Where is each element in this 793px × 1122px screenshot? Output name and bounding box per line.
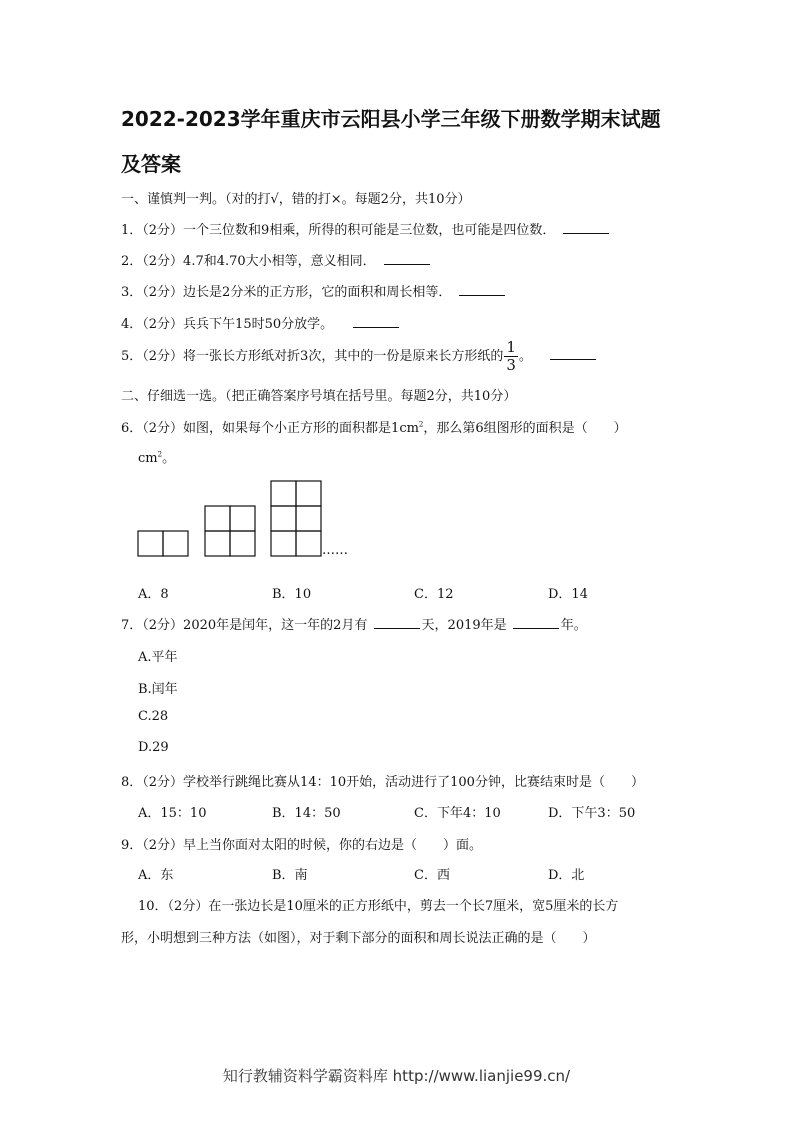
answer-blank[interactable] bbox=[513, 614, 559, 629]
question-3 bbox=[121, 281, 505, 300]
figure-group-3 bbox=[271, 481, 321, 556]
answer-blank[interactable] bbox=[459, 281, 505, 296]
answer-blank[interactable] bbox=[384, 250, 430, 265]
question-10-continued: 形，小明想到三种方法（如图），对于剩下部分的面积和周长说法正确的是（ ） bbox=[121, 931, 596, 946]
answer-blank[interactable] bbox=[374, 614, 420, 629]
q8-option-a[interactable]: A．15：10 bbox=[138, 806, 207, 821]
question-7 bbox=[121, 614, 587, 633]
q7-option-c[interactable]: C.28 bbox=[138, 709, 169, 724]
answer-blank[interactable] bbox=[563, 219, 609, 234]
superscript-2: 2 bbox=[418, 420, 424, 429]
page-title: 2022-2023学年重庆市云阳县小学三年级下册数学期末试题 bbox=[121, 107, 661, 131]
question-4 bbox=[121, 313, 399, 332]
question-6-text-end: ，那么第6组图形的面积是（ ） bbox=[423, 421, 627, 436]
question-1 bbox=[121, 219, 609, 238]
q7-option-b[interactable]: B.闰年 bbox=[138, 682, 178, 697]
superscript-2: 2 bbox=[157, 450, 163, 459]
question-3-text: 3．（2分）边长是2分米的正方形，它的面积和周长相等． bbox=[121, 285, 452, 300]
answer-blank[interactable] bbox=[353, 313, 399, 328]
section1-heading: 一、谨慎判一判。（对的打√，错的打×。每题2分，共10分） bbox=[121, 192, 471, 207]
question-2 bbox=[121, 250, 430, 269]
q6-option-b[interactable]: B．10 bbox=[272, 587, 312, 602]
q7-option-a[interactable]: A.平年 bbox=[138, 650, 178, 665]
page-title-continued: 及答案 bbox=[121, 152, 181, 176]
question-9: 9．（2分）早上当你面对太阳的时候，你的右边是（ ）面。 bbox=[121, 838, 483, 853]
figure-group-1 bbox=[138, 531, 188, 556]
question-7-text-end: 年。 bbox=[560, 618, 587, 633]
question-10: 10．（2分）在一张边长是10厘米的正方形纸中，剪去一个长7厘米，宽5厘米的长方 bbox=[138, 899, 619, 914]
question-6-text: 6．（2分）如图，如果每个小正方形的面积都是1cm bbox=[121, 421, 419, 436]
q6-option-a[interactable]: A．8 bbox=[138, 587, 169, 602]
question-1-text: 1．（2分）一个三位数和9相乘，所得的积可能是三位数，也可能是四位数． bbox=[121, 223, 556, 238]
section2-heading: 二、仔细选一选。（把正确答案序号填在括号里。每题2分，共10分） bbox=[121, 389, 517, 404]
q8-option-d[interactable]: D．下午3：50 bbox=[548, 806, 636, 821]
unit-cm: cm bbox=[138, 451, 158, 466]
q9-option-a[interactable]: A．东 bbox=[138, 868, 174, 883]
q9-option-b[interactable]: B．南 bbox=[272, 868, 308, 883]
footer-watermark: 知行教辅资料学霸资料库 http://www.lianjie99.cn/ bbox=[222, 1067, 571, 1085]
figure-group-2 bbox=[205, 506, 255, 556]
figure-ellipsis: …… bbox=[322, 543, 348, 558]
q9-option-c[interactable]: C．西 bbox=[414, 868, 450, 883]
unit-end: 。 bbox=[162, 451, 176, 466]
question-5-text: 5．（2分）将一张长方形纸对折3次，其中的一份是原来长方形纸的 bbox=[121, 349, 504, 364]
q6-option-c[interactable]: C．12 bbox=[414, 587, 454, 602]
question-6-unit bbox=[138, 447, 175, 466]
question-5 bbox=[121, 339, 596, 374]
q6-option-d[interactable]: D．14 bbox=[548, 587, 588, 602]
question-5-end: 。 bbox=[518, 349, 532, 364]
answer-blank[interactable] bbox=[550, 345, 596, 360]
fraction-one-third bbox=[504, 339, 518, 374]
q9-option-d[interactable]: D．北 bbox=[548, 868, 585, 883]
q8-option-b[interactable]: B．14：50 bbox=[272, 806, 341, 821]
question-2-text: 2．（2分）4.7和4.70大小相等，意义相同． bbox=[121, 254, 376, 269]
q8-option-c[interactable]: C．下年4：10 bbox=[414, 806, 501, 821]
question-8: 8．（2分）学校举行跳绳比赛从14：10开始，活动进行了100分钟，比赛结束时是（ ） bbox=[121, 775, 644, 790]
question-7-text: 7．（2分）2020年是闰年，这一年的2月有 bbox=[121, 618, 368, 633]
question-4-text: 4．（2分）兵兵下午15时50分放学。 bbox=[121, 317, 334, 332]
fraction-denominator: 3 bbox=[506, 356, 516, 374]
question-6 bbox=[121, 417, 627, 436]
q7-option-d[interactable]: D.29 bbox=[138, 740, 169, 755]
fraction-numerator: 1 bbox=[506, 338, 516, 356]
question-7-text-mid: 天，2019年是 bbox=[421, 618, 507, 633]
